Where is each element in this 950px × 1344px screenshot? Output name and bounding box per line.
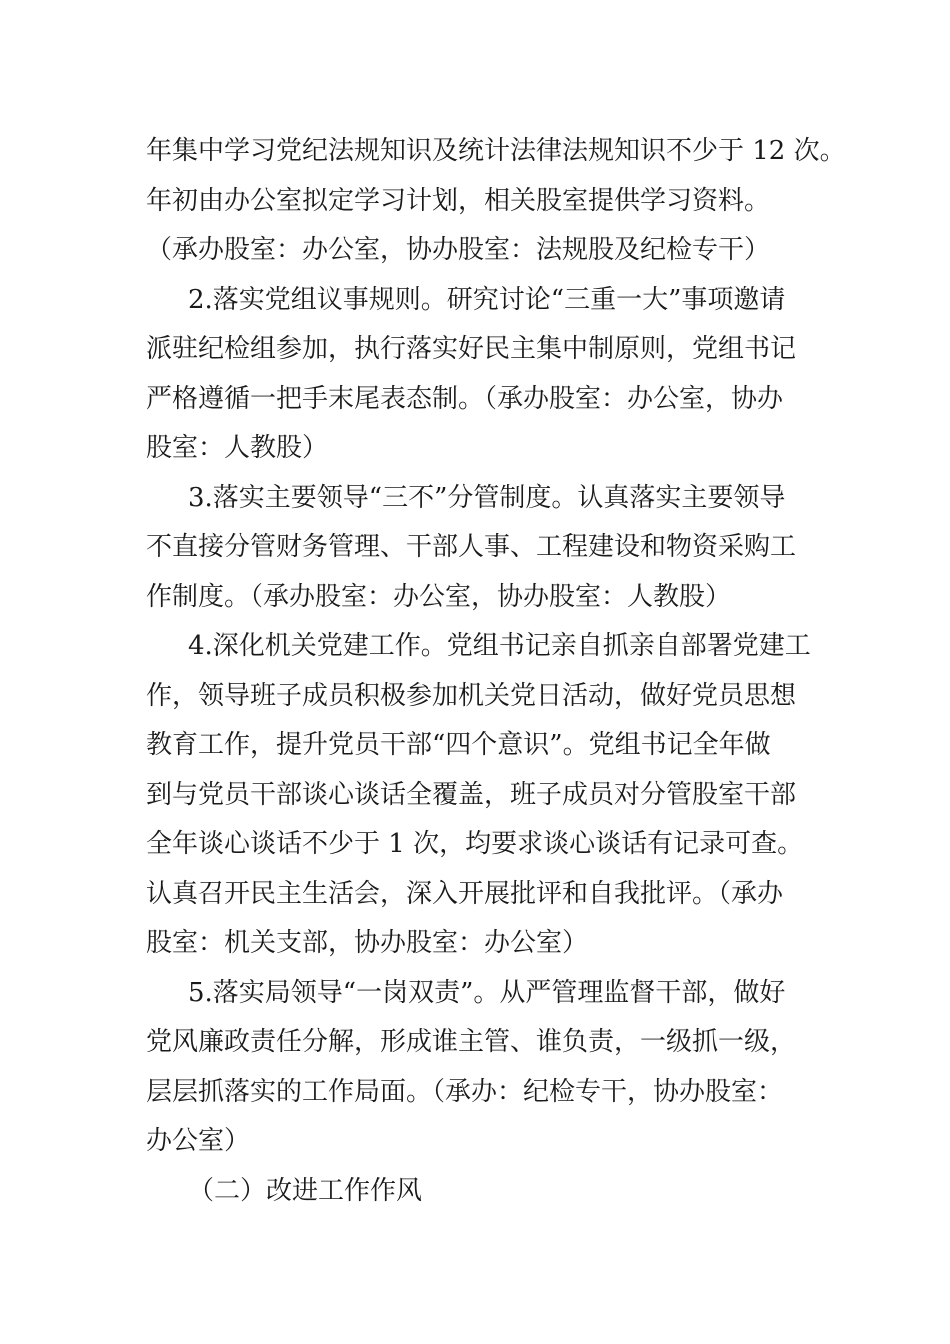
text-line: 作，领导班子成员积极参加机关党日活动，做好党员思想 xyxy=(146,680,797,711)
item-2-first-line: 2.落实党组议事规则。研究讨论“三重一大”事项邀请 xyxy=(188,284,786,315)
text-line: 办公室） xyxy=(146,1126,251,1156)
document-body xyxy=(146,127,846,1216)
item-5-first-line: 5.落实局领导“一岗双责”。从严管理监督干部，做好 xyxy=(188,977,786,1008)
text-line: 股室：人教股） xyxy=(146,433,329,463)
text-line: 作制度。（承办股室：办公室，协办股室：人教股） xyxy=(146,581,732,612)
text-line: 教育工作，提升党员干部“四个意识”。党组书记全年做 xyxy=(146,730,771,760)
item-4-first-line: 4.深化机关党建工作。党组书记亲自抓亲自部署党建工 xyxy=(188,631,811,661)
text-line: 派驻纪检组参加，执行落实好民主集中制原则，党组书记 xyxy=(146,334,797,364)
text-line: 股室：机关支部，协办股室：办公室） xyxy=(146,928,589,958)
text-line: （承办股室：办公室，协办股室：法规股及纪检专干） xyxy=(146,235,771,265)
text-line: 认真召开民主生活会，深入开展批评和自我批评。（承办 xyxy=(146,878,784,909)
text-line: 严格遵循一把手末尾表态制。（承办股室：办公室，协办 xyxy=(146,383,784,414)
text-line: 层层抓落实的工作局面。（承办：纪检专干，协办股室： xyxy=(146,1076,784,1107)
text-line: 到与党员干部谈心谈话全覆盖，班子成员对分管股室干部 xyxy=(146,779,797,810)
text-line: 不直接分管财务管理、干部人事、工程建设和物资采购工 xyxy=(146,532,797,562)
text-line: 年集中学习党纪法规知识及统计法律法规知识不少于 12 次。 xyxy=(146,136,846,166)
item-3-first-line: 3.落实主要领导“三不”分管制度。认真落实主要领导 xyxy=(188,482,786,513)
text-line: 党风廉政责任分解，形成谁主管、谁负责，一级抓一级， xyxy=(146,1027,797,1057)
text-line: 年初由办公室拟定学习计划，相关股室提供学习资料。 xyxy=(146,185,771,216)
text-line: 全年谈心谈话不少于 1 次，均要求谈心谈话有记录可查。 xyxy=(146,829,804,859)
section-heading: （二）改进工作作风 xyxy=(188,1175,423,1206)
